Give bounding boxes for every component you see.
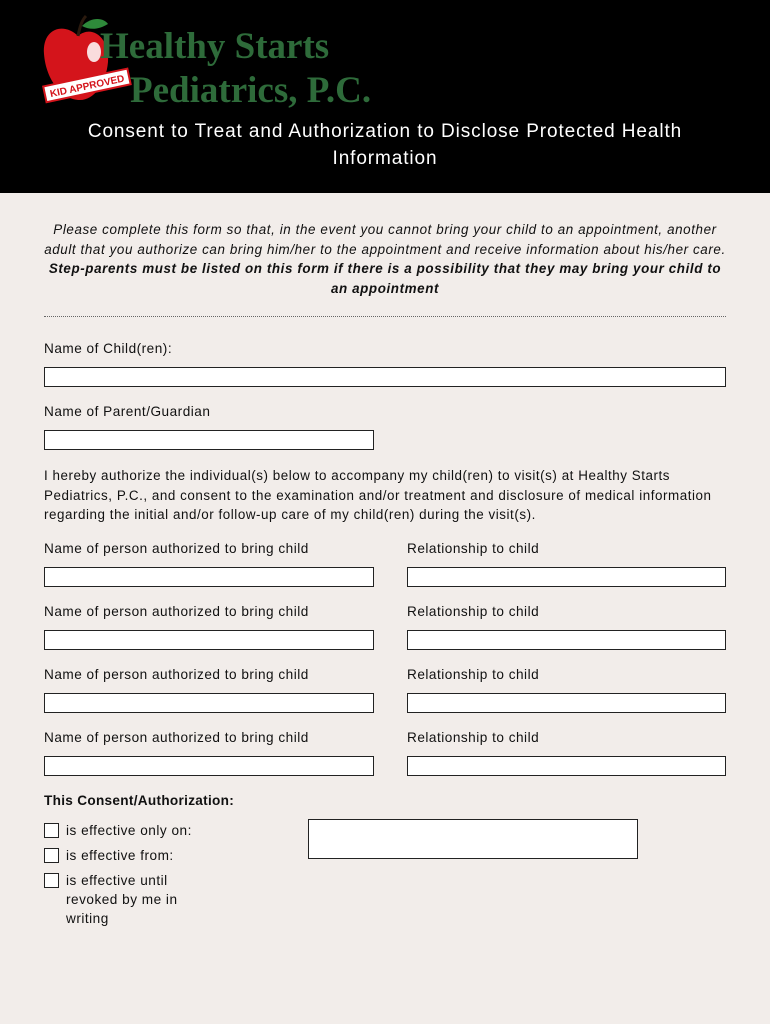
authorized-person-label: Name of person authorized to bring child bbox=[44, 730, 309, 745]
parent-name-field[interactable] bbox=[44, 430, 374, 450]
dotted-divider bbox=[44, 316, 726, 317]
svg-text:KID APPROVED: KID APPROVED bbox=[49, 73, 126, 101]
form-title: Consent to Treat and Authorization to Disclose Protected Health Information bbox=[87, 121, 683, 169]
logo-line2: Pediatrics, P.C. bbox=[130, 70, 372, 111]
relationship-label: Relationship to child bbox=[407, 730, 540, 745]
effective-only-on-checkbox[interactable] bbox=[44, 823, 59, 838]
authorized-person-field[interactable] bbox=[44, 567, 374, 587]
instructions-text: Please complete this form so that, in the event you cannot bring your child to an appointment, another adult that you authorize can bring him/her to the appointment and receive information about his/her care. bbox=[44, 222, 726, 257]
relationship-label: Relationship to child bbox=[407, 541, 540, 556]
relationship-field[interactable] bbox=[407, 756, 726, 776]
child-name-label: Name of Child(ren): bbox=[44, 341, 173, 356]
healthy-starts-logo bbox=[34, 14, 372, 111]
consent-section-title: This Consent/Authorization: bbox=[44, 793, 235, 808]
relationship-field[interactable] bbox=[407, 567, 726, 587]
authorized-person-label: Name of person authorized to bring child bbox=[44, 541, 309, 556]
child-name-field[interactable] bbox=[44, 367, 726, 387]
effective-until-revoked-checkbox[interactable] bbox=[44, 873, 59, 888]
effective-until-revoked-label: is effective until revoked by me in writing bbox=[66, 873, 178, 926]
relationship-field[interactable] bbox=[407, 693, 726, 713]
effective-only-on-label: is effective only on: bbox=[66, 823, 192, 838]
authorization-paragraph: I hereby authorize the individual(s) below to accompany my child(ren) to visit(s) at Healthy Starts Pediatrics, P.C., and consent to the examination and/or treatment and disclosure of medical information regarding the initial and/or follow-up care of my child(ren) during the visit(s). bbox=[44, 468, 712, 522]
relationship-field[interactable] bbox=[407, 630, 726, 650]
authorized-person-field[interactable] bbox=[44, 693, 374, 713]
authorized-person-label: Name of person authorized to bring child bbox=[44, 604, 309, 619]
authorized-person-field[interactable] bbox=[44, 756, 374, 776]
effective-date-field[interactable] bbox=[308, 819, 638, 859]
effective-from-label: is effective from: bbox=[66, 848, 174, 863]
effective-from-checkbox[interactable] bbox=[44, 848, 59, 863]
logo-line1: Healthy Starts bbox=[100, 26, 330, 67]
authorized-person-label: Name of person authorized to bring child bbox=[44, 667, 309, 682]
instructions bbox=[40, 220, 730, 298]
header-banner bbox=[0, 0, 770, 193]
relationship-label: Relationship to child bbox=[407, 604, 540, 619]
authorized-person-field[interactable] bbox=[44, 630, 374, 650]
parent-name-label: Name of Parent/Guardian bbox=[44, 404, 211, 419]
instructions-emphasis: Step-parents must be listed on this form if there is a possibility that they may bring your child to an appointment bbox=[48, 261, 722, 296]
relationship-label: Relationship to child bbox=[407, 667, 540, 682]
